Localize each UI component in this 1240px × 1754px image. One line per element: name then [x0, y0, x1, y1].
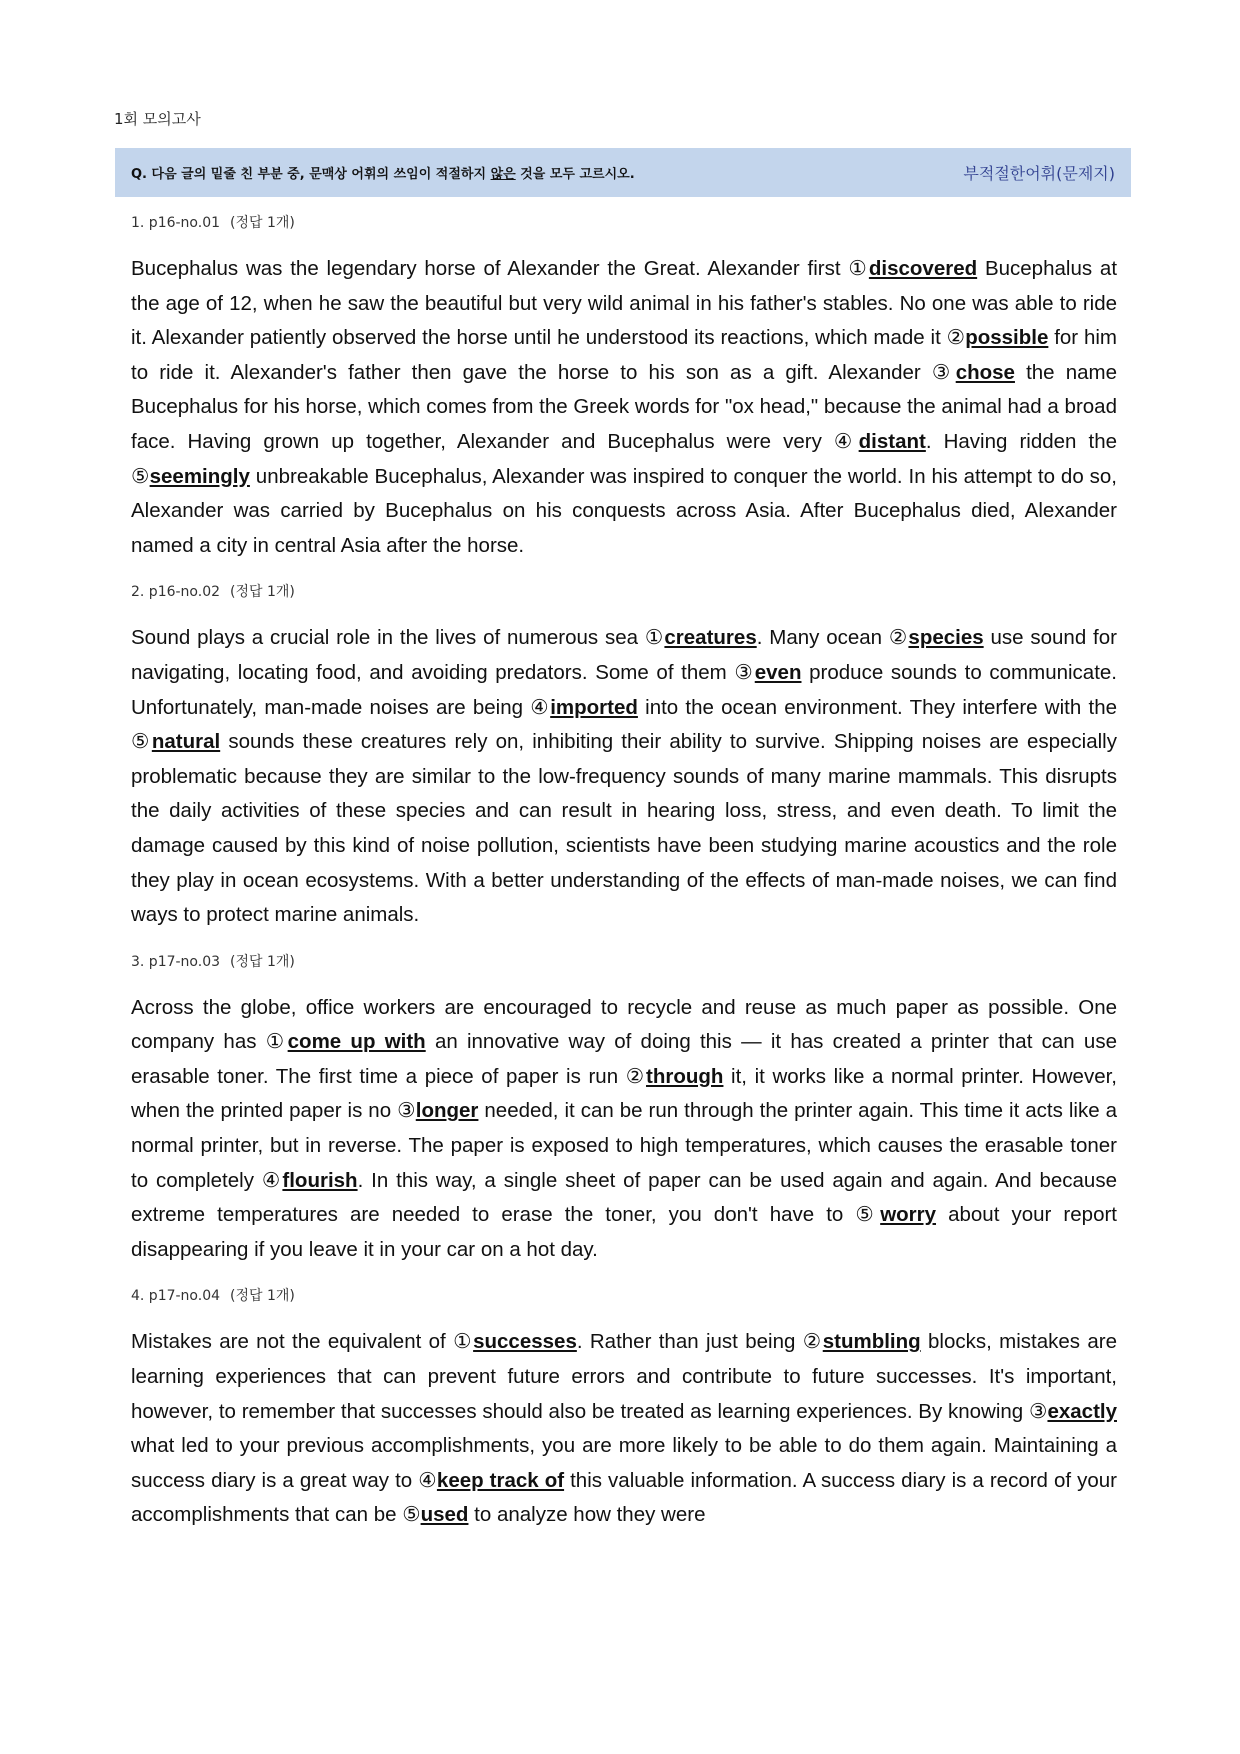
instruction-text [131, 163, 635, 182]
answer-count: (정답 1개) [230, 1288, 295, 1305]
choice-number: ⑤ [855, 1203, 881, 1227]
answer-count: (정답 1개) [230, 953, 295, 970]
choice-number: ③ [397, 1099, 416, 1123]
underlined-choice-word: distant [858, 429, 926, 453]
question-block [131, 581, 1117, 932]
choice-number: ② [888, 626, 909, 650]
answer-count: (정답 1개) [230, 584, 295, 601]
question-label [131, 212, 1117, 232]
instruction-text-post: 것을 모두 고르시오. [515, 167, 635, 182]
answer-count: (정답 1개) [230, 215, 295, 231]
choice-number: ② [802, 1330, 823, 1354]
choice-number: ① [265, 1030, 288, 1054]
choice-number: ④ [261, 1168, 283, 1192]
underlined-choice-word: creatures [664, 626, 757, 650]
underlined-choice-word: longer [415, 1099, 479, 1123]
choice-number: ④ [833, 429, 859, 453]
choice-number: ③ [734, 660, 755, 684]
question-number: 3. p17-no.03 [131, 953, 221, 970]
underlined-choice-word: keep track of [436, 1468, 565, 1492]
choice-number: ② [946, 326, 966, 350]
underlined-choice-word: through [646, 1064, 724, 1088]
question-number: 2. p16-no.02 [131, 584, 221, 601]
underlined-choice-word: come up with [287, 1030, 426, 1054]
underlined-choice-word: successes [473, 1330, 577, 1354]
underlined-choice-word: worry [880, 1203, 937, 1227]
choice-number: ③ [931, 360, 956, 384]
underlined-choice-word: discovered [868, 257, 978, 280]
underlined-choice-word: used [420, 1503, 469, 1527]
question-number: 4. p17-no.04 [131, 1288, 221, 1305]
underlined-choice-word: species [908, 626, 984, 650]
passage: Bucephalus was the legendary horse of Alexander the Great. Alexander first ①discovered Bucephalus at the age of 12, when he saw the beautiful but very wild animal in his father's stables. No one was able to ride it. Alexander patiently observed the horse until he understood its reactions, which made it ②possible for him to ride it. Alexander's father then gave the horse to his son as a gift. Alexander ③chose the name Bucephalus for his horse, which comes from the Greek words for "ox head," because the animal had a broad face. Having grown up together, Alexander and Bucephalus were very ④distant. Having ridden the ⑤seemingly unbreakable Bucephalus, Alexander was inspired to conquer the world. In his attempt to do so, Alexander was carried by Bucephalus on his conquests across Asia. After Bucephalus died, Alexander named a city in central Asia after the horse. [131, 257, 1118, 557]
underlined-choice-word: natural [151, 730, 221, 754]
instruction-bar [115, 148, 1131, 197]
passage: Across the globe, office workers are encouraged to recycle and reuse as much paper as possible. One company has ①come up with an innovative way of doing this — it has created a printer that can use erasable toner. The first time a piece of paper is run ②through it, it works like a normal printer. However, when the printed paper is no ③longer needed, it can be run through the printer again. This time it acts like a normal printer, but in reverse. The paper is exposed to high temperatures, which causes the erasable toner to completely ④flourish. In this way, a single sheet of paper can be used again and again. And because extreme temperatures are needed to erase the toner, you don't have to ⑤worry about your report disappearing if you leave it in your car on a hot day. [131, 995, 1117, 1261]
instruction-text-pre: Q. 다음 글의 밑줄 친 부분 중, 문맥상 어휘의 쓰임이 적절하지 [131, 167, 491, 182]
page-title: 1회 모의고사 [114, 110, 201, 128]
passage: Sound plays a crucial role in the lives of numerous sea ①creatures. Many ocean ②species use sound for navigating, locating food, and avoiding predators. Some of them ③even produce sounds to communicate. Unfortunately, man-made noises are being ④imported into the ocean environment. They interfere with the ⑤natural sounds these creatures rely on, inhibiting their ability to survive. Shipping noises are especially problematic because they are similar to the low-frequency sounds of many marine mammals. This disrupts the daily activities of these species and can result in hearing loss, stress, and even death. To limit the damage caused by this kind of noise pollution, scientists have been studying marine acoustics and the role they play in ocean ecosystems. With a better understanding of the effects of man-made noises, we can find ways to protect marine animals. [131, 626, 1117, 927]
question-number: 1. p16-no.01 [131, 215, 221, 231]
underlined-choice-word: even [754, 660, 802, 684]
passage: Mistakes are not the equivalent of ①successes. Rather than just being ②stumbling blocks, mistakes are learning experiences that can prevent future errors and contribute to future successes. It's important, however, to remember that successes should also be treated as learning experiences. By knowing ③exactly what led to your previous accomplishments, you are more likely to be able to do them again. Maintaining a success diary is a great way to ④keep track of this valuable information. A success diary is a record of your accomplishments that can be ⑤used to analyze how they were [131, 1330, 1117, 1527]
choice-number: ④ [530, 695, 551, 719]
choice-number: ① [848, 257, 869, 280]
underlined-choice-word: possible [965, 326, 1049, 350]
choice-number: ④ [418, 1468, 437, 1492]
choice-number: ① [453, 1330, 474, 1354]
choice-number: ② [625, 1064, 647, 1088]
choice-number: ① [644, 626, 665, 650]
question-label [131, 1285, 1117, 1305]
choice-number: ⑤ [131, 464, 150, 488]
question-type-tag: 부적절한어휘(문제지) [963, 164, 1115, 183]
question-block [131, 1285, 1117, 1533]
question-list [131, 200, 1117, 1551]
choice-number: ③ [1029, 1399, 1048, 1423]
underlined-choice-word: exactly [1047, 1399, 1117, 1423]
underlined-choice-word: imported [550, 695, 638, 719]
question-block [131, 212, 1117, 563]
underlined-choice-word: stumbling [822, 1330, 921, 1354]
choice-number: ⑤ [131, 730, 152, 754]
instruction-text-emphasis: 않은 [490, 167, 516, 182]
question-label [131, 951, 1117, 971]
question-block [131, 951, 1117, 1268]
choice-number: ⑤ [402, 1503, 421, 1527]
underlined-choice-word: seemingly [149, 464, 250, 488]
underlined-choice-word: chose [955, 360, 1015, 384]
question-label [131, 581, 1117, 601]
underlined-choice-word: flourish [282, 1168, 358, 1192]
